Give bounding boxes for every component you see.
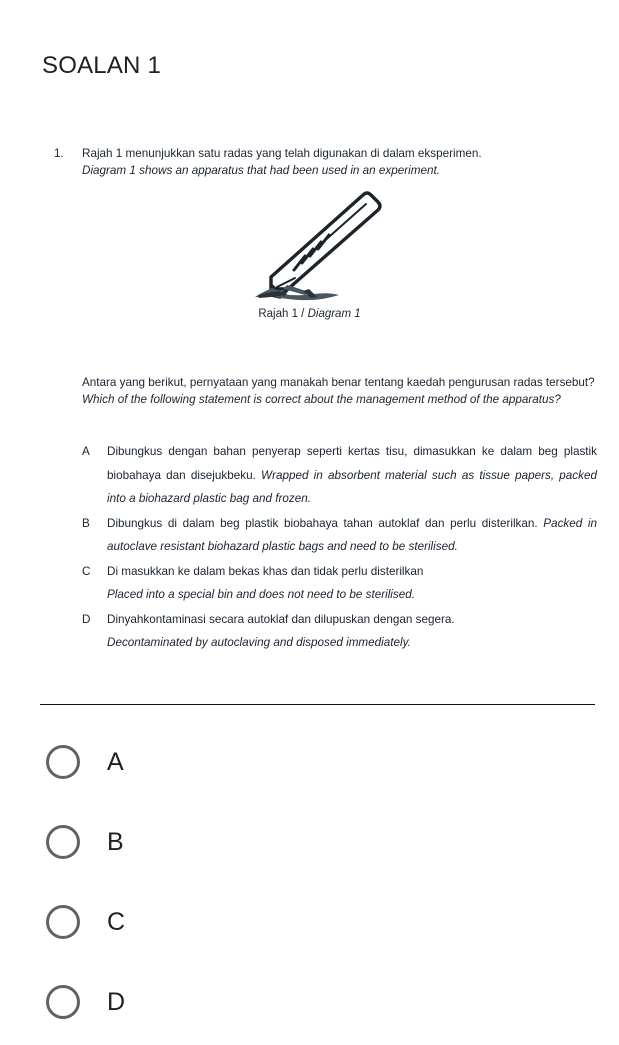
question-prompt	[82, 375, 595, 408]
radio-button-d[interactable]	[46, 985, 80, 1019]
question-number: 1.	[54, 148, 64, 160]
printed-option-b-ms: Dibungkus di dalam beg plastik biobahaya tahan autoklaf dan perlu disterilkan.	[107, 516, 538, 530]
answer-option-a-label: A	[107, 747, 124, 776]
answer-option-c[interactable]	[0, 882, 619, 962]
diagram-caption-ms: Rajah 1 /	[258, 308, 308, 320]
printed-option-c-en: Placed into a special bin and does not need to be sterilised.	[107, 588, 415, 601]
printed-option-c-ms: Di masukkan ke dalam bekas khas dan tidak perlu disterilkan	[107, 564, 424, 578]
question-scan-block	[0, 140, 619, 705]
radio-button-a[interactable]	[46, 745, 80, 779]
answer-choice-group[interactable]	[0, 722, 619, 1042]
printed-option-a	[82, 440, 597, 511]
printed-option-a-ms: Dibungkus dengan bahan penyerap seperti kertas tisu, dimasukkan ke dalam beg plastik biobahaya dan disejukbeku.	[107, 445, 597, 482]
answer-option-d-label: D	[107, 987, 126, 1016]
answer-option-b[interactable]	[0, 802, 619, 882]
printed-option-d-text	[107, 608, 597, 655]
question-stem-en: Diagram 1 shows an apparatus that had been used in an experiment.	[82, 163, 440, 177]
answer-option-b-label: B	[107, 827, 124, 856]
printed-option-b-en: Packed in autoclave resistant biohazard plastic bags and need to be sterilised.	[107, 516, 597, 553]
answer-option-a[interactable]	[0, 722, 619, 802]
printed-option-c-letter: C	[82, 564, 91, 578]
printed-option-d-ms: Dinyahkontaminasi secara autoklaf dan dilupuskan dengan segera.	[107, 612, 455, 626]
radio-button-b[interactable]	[46, 825, 80, 859]
printed-option-c-text	[107, 560, 597, 607]
printed-options-list	[82, 440, 597, 656]
diagram-figure	[0, 185, 619, 322]
page-title: SOALAN 1	[42, 52, 161, 79]
printed-option-b-letter: B	[82, 516, 90, 530]
question-stem	[82, 146, 597, 179]
printed-option-a-letter: A	[82, 445, 90, 458]
section-divider	[40, 704, 595, 705]
answer-option-c-label: C	[107, 907, 126, 936]
printed-option-d	[82, 608, 597, 655]
question-stem-ms: Rajah 1 menunjukkan satu radas yang telah digunakan di dalam eksperimen.	[82, 147, 482, 160]
radio-button-c[interactable]	[46, 905, 80, 939]
printed-option-b-text	[107, 512, 597, 559]
printed-option-a-text	[107, 440, 597, 511]
printed-option-a-en: Wrapped in absorbent material such as tissue papers, packed into a biohazard plastic bag and frozen.	[107, 468, 597, 505]
printed-option-d-en: Decontaminated by autoclaving and disposed immediately.	[107, 636, 411, 649]
scalpel-icon	[225, 185, 395, 303]
question-prompt-ms: Antara yang berikut, pernyataan yang manakah benar tentang kaedah pengurusan radas tersebut?	[82, 376, 595, 389]
diagram-caption	[0, 307, 619, 322]
diagram-caption-en: Diagram 1	[307, 308, 361, 320]
printed-option-b	[82, 512, 597, 559]
printed-option-d-letter: D	[82, 612, 91, 626]
printed-option-c	[82, 560, 597, 607]
question-prompt-en: Which of the following statement is correct about the management method of the apparatus?	[82, 392, 561, 406]
answer-option-d[interactable]	[0, 962, 619, 1042]
